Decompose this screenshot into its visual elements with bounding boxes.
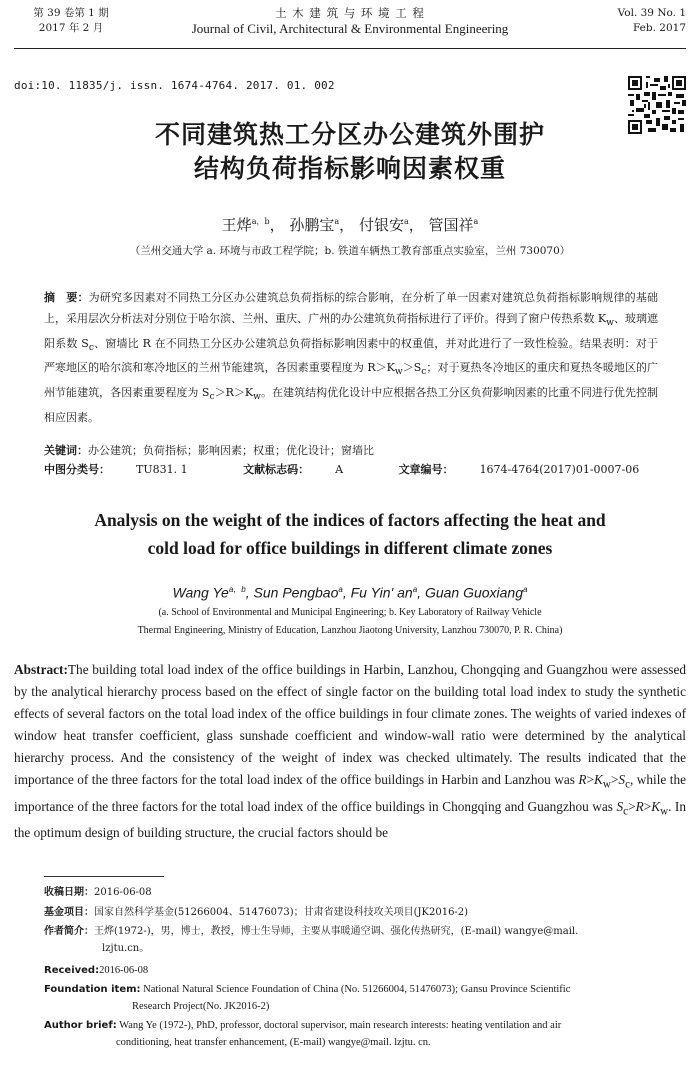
author-cn-bio-2: lzjtu.cn。 [102,943,150,954]
footnote-received-en [44,962,684,979]
keywords-cn [44,442,658,460]
title-cn [60,118,640,186]
journal-name-cn: 土 木 建 筑 与 环 境 工 程 [275,6,425,20]
doc-code-label: 文献标志码： [243,463,310,476]
title-cn-line2: 结构负荷指标影响因素权重 [193,154,506,183]
author-en-bio-1: Wang Ye (1972-), PhD, professor, doctoral supervisor, main research interests: heating ventilation and air [119,1020,562,1031]
abstract-cn-text: 为研究多因素对不同热工分区办公建筑总负荷指标的综合影响，在分析了单一因素对建筑总负荷指标影响规律的基础上，采用层次分析法对分别位于哈尔滨、兰州、重庆、广州的办公建筑负荷指标进行了评价。得到了窗户传热系数 $K_w$、玻璃遮阳系数 $S_c$、窗墙比 R 在不同热工分区办公建筑总负荷指标影响因素中的权重值，并对此进行了一致性检验。结果表明：对于严寒地区的哈尔滨和寒冷地区的兰州节能建筑，各因素重要程度为 $R>K_w>S_c$；对于夏热冬冷地区的重庆和夏热冬暖地区的广州节能建筑，各因素重要程度为 $S_c>R>K_w$。在建筑结构优化设计中应根据各热工分区负荷影响因素的比重不同进行优先控制相应因素。 [44,291,659,425]
article-no-label: 文章编号： [398,463,454,476]
author-en-bio-2: conditioning, heat transfer enhancement, (E-mail) wangye@mail. lzjtu. cn. [116,1037,431,1048]
footnote-author-en [44,1017,684,1051]
abstract-en-label: Abstract: [14,662,68,677]
authors-cn: 王烨$^{a,b}$， 孙鹏宝$^a$， 付银安$^a$， 管国祥$^a$ [221,216,479,234]
header-volume-en [590,6,686,36]
header-divider [14,48,686,49]
author-cn-3-affil: a [403,217,409,226]
footnote-fund-cn [44,904,684,921]
affiliation-cn: （兰州交通大学 a. 环境与市政工程学院；b. 铁道车辆热工教育部重点实验室，兰州 730070） [129,245,571,257]
author-cn-4: 管国祥 [428,216,474,234]
title-en [20,506,680,562]
journal-name-en: Journal of Civil, Architectural & Environmental Engineering [191,21,509,36]
author-cn-1: 王烨 [221,216,252,234]
clc-label: 中图分类号： [44,463,110,476]
title-cn-line1: 不同建筑热工分区办公建筑外围护 [154,120,545,149]
abstract-cn [44,288,658,429]
abstract-en [14,659,686,844]
affiliation-en [20,604,680,640]
footnote-received-cn [44,884,684,901]
keywords-label: 关键词： [44,444,88,457]
keywords-text: 办公建筑；负荷指标；影响因素；权重；优化设计；窗墙比 [88,444,374,457]
author-cn-1-affil: a，b [251,217,270,226]
abstract-cn-label: 摘 要： [44,291,89,304]
author-en-2-affil: a [338,585,343,594]
author-en-4-affil: a [523,585,528,594]
authors-en: Wang $Ye^{a,b}$, Sun Pengbao$^a$, Fu Yin' $an^a$, Guan Guoxiang$^a$ [172,584,528,601]
received-en-value: 2016-06-08 [99,965,149,976]
author-en-3-affil: a [412,585,418,594]
volume-en: Vol. 39 No. 1 [617,7,686,19]
date-cn: 2017 年 2 月 [38,22,104,34]
fund-cn-label: 基金项目： [44,907,94,918]
author-en-3: Fu Yin' an [350,584,413,601]
fund-cn-value: 国家自然科学基金(51266004、51476073)；甘肃省建设科技攻关项目(JK2016-2) [94,907,469,918]
received-en-label: Received: [44,965,100,976]
author-en-1: Wang Ye [172,584,229,601]
author-en-2: Sun Pengbao [253,584,339,601]
footnote-divider [44,876,164,877]
date-en: Feb. 2017 [632,22,686,34]
author-cn-2: 孙鹏宝 [289,216,335,234]
author-cn-4-affil: a [473,217,479,226]
header-journal [140,5,560,37]
author-cn-3: 付银安 [358,216,404,234]
title-en-line1: Analysis on the weight of the indices of factors affecting the heat and [94,510,606,530]
received-cn-value: 2016-06-08 [94,887,152,898]
header-volume-cn [16,6,126,36]
clc-value: TU831. 1 [136,463,188,476]
footnote-fund-en [44,981,684,1015]
fund-en-value-2: Research Project(No. JK2016-2) [132,1001,270,1012]
article-no-value: 1674-4764(2017)01-0007-06 [479,463,640,476]
volume-cn: 第 39 卷第 1 期 [33,7,109,19]
author-en-1-affil: a，b [228,585,246,594]
author-cn-bio-1: 王烨(1972-)，男，博士，教授，博士生导师，主要从事暖通空调、强化传热研究，(E-mail) wangye@mail. [94,926,579,937]
author-cn-2-affil: a [334,217,340,226]
received-cn-label: 收稿日期： [44,887,94,898]
title-en-line2: cold load for office buildings in different climate zones [147,538,553,558]
abstract-en-text: The building total load index of the office buildings in Harbin, Lanzhou, Chongqing and Guangzhou were assessed by the analytical hierarchy process based on the effect of single factor on the building total load index to study the synthetic effects of several factors on the total load index of the office buildings in four climate zones. The weights of varied indexes of window heat transfer coefficient, glass sunshade coefficient and window-wall ratio were determined by the analytical hierarchy process. And the consistency of the weight of index was checked ultimately. The results indicated that the importance of the three factors for the total load index of the office buildings in Harbin and Lanzhou was $R>K_w>S_c$, while the importance of the three factors for the total load index of the office buildings in Chongqing and Guangzhou was $S_c>R>K_w$. In the optimum design of building structure, the crucial factors should be [14,662,686,841]
affiliation-en-line2: Thermal Engineering, Ministry of Education, Lanzhou Jiaotong University, Lanzhou 730070, P. R. China) [137,625,563,636]
classification-row [44,461,658,479]
footnote-author-cn [44,923,684,957]
doc-code-value: A [335,463,344,476]
author-cn-label: 作者简介： [44,926,94,937]
fund-en-value-1: National Natural Science Foundation of China (No. 51266004, 51476073); Gansu Province Scientific [143,984,571,995]
doi: doi:10. 11835/j. issn. 1674-4764. 2017. 01. 002 [14,79,335,92]
author-en-label: Author brief: [44,1020,117,1031]
fund-en-label: Foundation item: [44,984,141,995]
author-en-4: Guan Guoxiang [424,584,524,601]
affiliation-en-line1: (a. School of Environmental and Municipal Engineering; b. Key Laboratory of Railway Vehicle [158,607,542,618]
